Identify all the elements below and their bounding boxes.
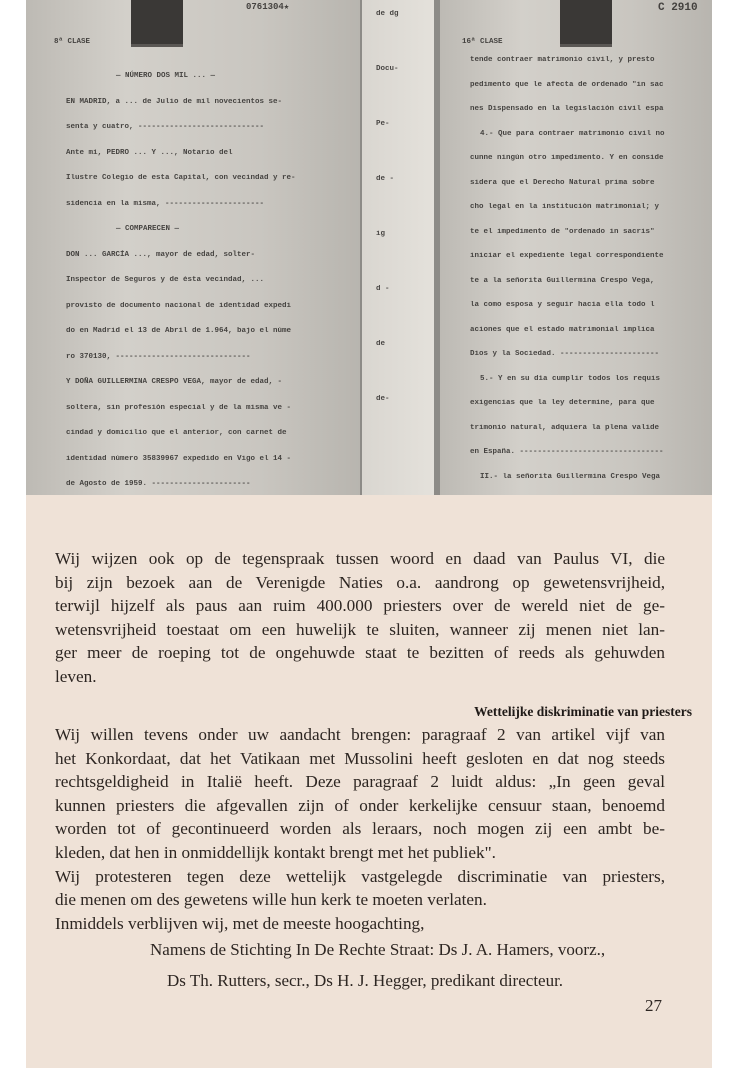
- typed-line: exigencias que la ley determine, para que: [470, 399, 655, 407]
- text-line: leven.: [55, 667, 97, 686]
- text-line: Inmiddels verblijven wij, met de meeste hoogachting,: [55, 913, 425, 933]
- section-heading: Wettelijke diskriminatie van priesters: [474, 704, 692, 719]
- typed-line: cunne ningún otro impedimento. Y en conside: [470, 154, 664, 162]
- typed-line: DON ... GARCÍA ..., mayor de edad, solter-: [66, 250, 256, 259]
- margin-note: Docu-: [376, 65, 399, 73]
- typed-line: de Agosto de 1959. ----------------------: [66, 480, 251, 488]
- typed-line: 4.- Que para contraer matrimonio civil no: [480, 129, 665, 138]
- margin-note: de: [376, 340, 386, 348]
- typed-line: Ilustre Colegio de esta Capital, con vecindad y re-: [66, 174, 296, 182]
- typed-line: pedimento que le afecta de ordenado "in sac: [470, 80, 664, 89]
- signature-line: Namens de Stichting In De Rechte Straat: Ds J. A. Hamers, voorz.,: [150, 940, 606, 959]
- left-document-page: [26, 0, 360, 495]
- typed-line: aciones que el estado matrimonial implica: [470, 325, 655, 334]
- text-line: bij zijn bezoek aan de Verenigde Naties o.a. aandrong op gewetensvrijheid,: [55, 572, 665, 592]
- margin-strip: [362, 0, 434, 495]
- text-line: kunnen priesters die afgevallen zijn of onder kerkelijke censuur staan, benoemd: [55, 795, 665, 815]
- text-line: Wij willen tevens onder uw aandacht brengen: paragraaf 2 van artikel vijf van: [55, 725, 665, 744]
- typed-line: ro 370130, ------------------------------: [66, 352, 251, 361]
- typed-line: Ante mí, PEDRO ... Y ..., Notario del: [66, 148, 233, 157]
- typed-line: cho legal en la institución matrimonial; y: [470, 203, 660, 211]
- margin-note: de dg: [376, 10, 399, 18]
- typed-line: tende contraer matrimonio civil, y presto: [470, 56, 655, 64]
- typed-line: te el impedimento de "ordenado in sacris": [470, 227, 655, 236]
- class-label: 16ª CLASE: [462, 38, 503, 46]
- typed-line: — NÚMERO DOS MIL ... —: [116, 72, 216, 80]
- typed-line: Inspector de Seguros y de ésta vecindad, ...: [66, 276, 265, 284]
- typed-line: la como esposa y seguir hacia ella todo l: [470, 301, 655, 309]
- text-line: die menen om des gewetens wille hun kerk te moeten verlaten.: [55, 890, 487, 910]
- tax-stamp-icon: [560, 0, 612, 47]
- typed-line: do en Madrid el 13 de Abril de 1.964, bajo el núme: [66, 327, 292, 335]
- typed-line: EN MADRID, a ... de Julio de mil novecientos se-: [66, 97, 283, 106]
- margin-note: de -: [376, 175, 395, 183]
- typed-line: Y DOÑA GUILLERMINA CRESPO VEGA, mayor de edad, -: [66, 378, 283, 386]
- signature-line: Ds Th. Rutters, secr., Ds H. J. Hegger, predikant directeur.: [167, 971, 564, 990]
- typed-line: identidad número 35839967 expedido en Vigo el 14 -: [66, 454, 292, 463]
- class-label: 8ª CLASE: [54, 38, 91, 46]
- text-line: worden tot of gecontinueerd worden als leraars, noch mogen zij een ambt be-: [55, 819, 665, 839]
- typed-line: soltera, sin profesión especial y de la misma ve -: [66, 403, 292, 412]
- typed-line: en España. --------------------------------: [470, 448, 664, 456]
- tax-stamp-icon: [131, 0, 183, 47]
- margin-note: d -: [376, 285, 390, 293]
- text-line: Wij protesteren tegen deze wettelijk vastgelegde discriminatie van priesters,: [55, 866, 665, 886]
- margin-note: ig: [376, 230, 386, 238]
- text-line: terwijl hijzelf als paus aan ruim 400.000 priesters over de wereld niet de ge-: [55, 596, 665, 616]
- typed-line: Dios y la Sociedad. ----------------------: [470, 350, 660, 358]
- text-line: rechtsgeldigheid in Italië heeft. Deze paragraaf 2 luidt aldus: „In geen geval: [55, 772, 665, 792]
- typed-line: senta y cuatro, ----------------------------: [66, 123, 265, 131]
- typed-line: nes Dispensado en la legislación civil espa: [470, 105, 664, 113]
- typed-line: cindad y domicilio que el anterior, con carnet de: [66, 429, 287, 437]
- typed-line: II.- la señorita Guillermina Crespo Vega: [480, 472, 661, 481]
- document-photo: [26, 0, 712, 495]
- typed-line: te a la señorita Guillermina Crespo Vega,: [470, 276, 655, 285]
- typed-line: iniciar el expediente legal correspondiente: [470, 252, 664, 260]
- typed-line: sidera que el Derecho Natural prima sobre: [470, 178, 655, 187]
- typed-line: provisto de documento nacional de identidad expedi: [66, 301, 292, 310]
- typed-line: trimonio natural, adquiera la plena valide: [470, 423, 660, 432]
- text-line: ger meer de roeping tot de ongehuwde staat te bezitten of reeds als gehuwden: [55, 643, 665, 663]
- text-line: Wij wijzen ook op de tegenspraak tussen woord en daad van Paulus VI, die: [55, 549, 665, 568]
- text-line: kleden, dat hen in onmiddellijk kontakt brengt met het publiek".: [55, 843, 496, 862]
- typed-line: 5.- Y en su día cumplir todos los requis: [480, 374, 661, 383]
- page-number: 27: [645, 996, 662, 1015]
- right-document-page: [440, 0, 712, 495]
- margin-note: de-: [376, 395, 390, 403]
- margin-note: Pe-: [376, 120, 390, 128]
- typed-line: — COMPARECEN —: [116, 225, 180, 233]
- text-line: het Konkordaat, dat het Vatikaan met Mussolini heeft gesloten en dat nog steeds: [55, 748, 665, 768]
- typed-line: sidencia en la misma, ----------------------: [66, 199, 265, 208]
- serial-number: 0761304★: [246, 2, 290, 12]
- serial-number: C 2910: [658, 2, 698, 14]
- text-line: wetensvrijheid toestaat om een huwelijk te sluiten, wanneer zij menen niet lan-: [55, 619, 665, 639]
